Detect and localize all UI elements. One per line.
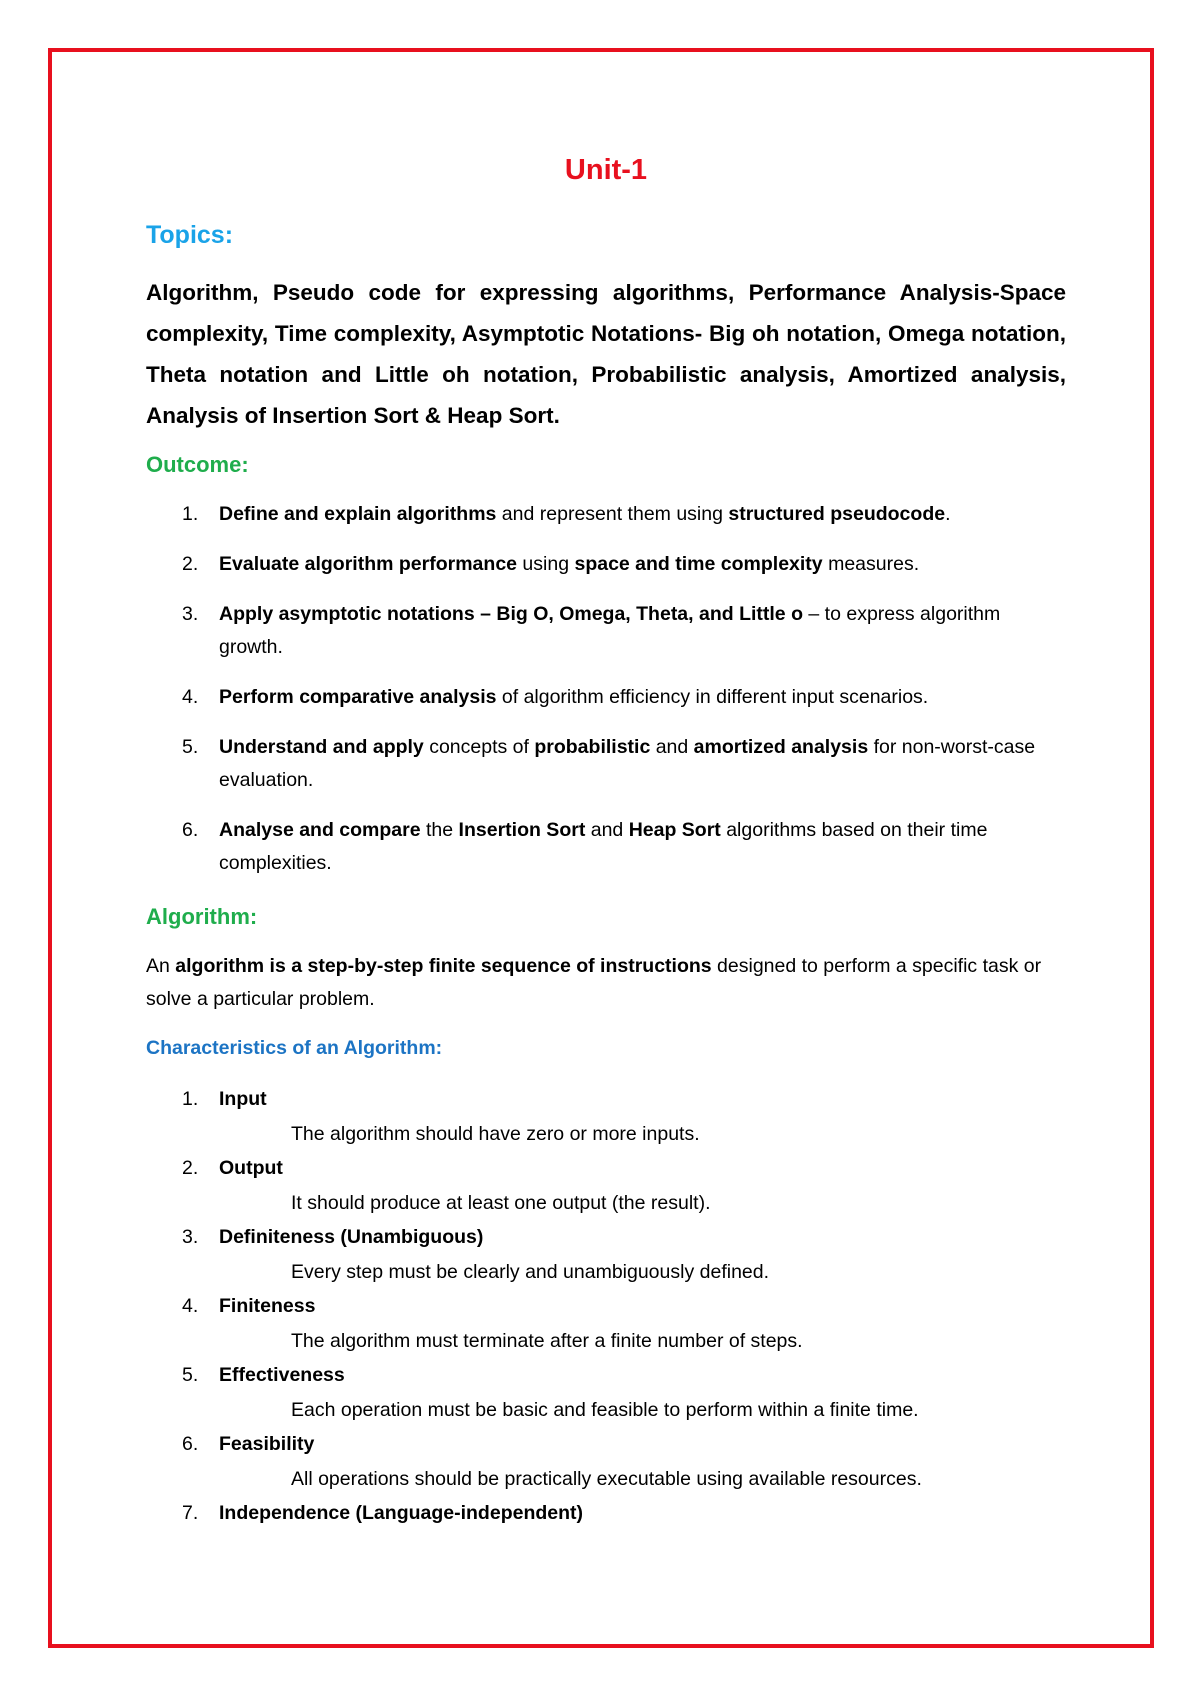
outcome-text: algorithms based on their time complexities. [219,819,988,874]
outcome-text: and [585,819,629,841]
outcome-heading: Outcome: [146,452,249,477]
outcome-text: of algorithm efficiency in different input scenarios. [496,686,929,708]
topics-heading: Topics: [146,221,234,249]
outcome-bold: structured pseudocode [728,503,946,525]
outcome-bold: Analyse and compare [219,819,421,841]
list-number: 2. [182,553,199,575]
characteristic-description: Each operation must be basic and feasible to perform within a finite time. [291,1398,919,1421]
outcome-bold: probabilistic [534,736,651,758]
outcome-bold: Evaluate algorithm performance [219,553,518,575]
characteristics-heading: Characteristics of an Algorithm: [146,1037,443,1059]
characteristic-description: The algorithm must terminate after a finite number of steps. [291,1329,803,1352]
outcome-bold: Define and explain algorithms [219,503,497,525]
outcome-item [146,731,1066,797]
outcome-text: and represent them using [496,503,729,525]
algorithm-definition [146,950,1066,1016]
outcome-bold: Apply asymptotic notations – Big O, Omega, Theta, and Little o [219,603,803,625]
list-number: 1. [182,503,199,525]
outcome-item [146,498,1066,531]
characteristic-item [146,1427,1066,1496]
list-number: 7. [182,1502,199,1524]
outcome-text: measures. [822,553,920,575]
characteristic-name: Feasibility [219,1433,315,1455]
list-number: 5. [182,736,199,758]
characteristic-item [146,1220,1066,1289]
characteristic-name: Effectiveness [219,1364,345,1386]
outcome-item [146,681,1066,714]
characteristic-item [146,1082,1066,1151]
outcome-bold: Insertion Sort [458,819,586,841]
list-number: 4. [182,686,199,708]
outcome-list [146,498,1066,880]
outcome-text: . [945,503,951,525]
document-body [146,150,1066,1531]
characteristic-item [146,1358,1066,1427]
definition-text: An [146,955,176,977]
algorithm-heading: Algorithm: [146,904,258,929]
list-number: 3. [182,1226,199,1248]
characteristic-item [146,1289,1066,1358]
characteristic-name: Output [219,1157,283,1179]
list-number: 6. [182,1433,199,1455]
list-number: 2. [182,1157,199,1179]
outcome-item [146,814,1066,880]
outcome-item [146,598,1066,664]
outcome-item [146,548,1066,581]
outcome-bold: Perform comparative analysis [219,686,497,708]
characteristic-description: Every step must be clearly and unambiguously defined. [291,1260,770,1283]
page-title: Unit-1 [564,154,648,186]
list-number: 4. [182,1295,199,1317]
characteristics-list [146,1082,1066,1531]
characteristic-name: Input [219,1088,267,1110]
outcome-text: for non-worst-case evaluation. [219,736,1036,791]
definition-bold: algorithm is a step-by-step finite sequence of instructions [175,955,712,977]
list-number: 5. [182,1364,199,1386]
outcome-text: and [650,736,694,758]
characteristic-description: The algorithm should have zero or more inputs. [291,1122,700,1145]
outcome-text: the [420,819,459,841]
outcome-bold: Heap Sort [628,819,721,841]
outcome-bold: Understand and apply [219,736,424,758]
outcome-text: – to express algorithm growth. [219,603,1001,658]
characteristic-name: Finiteness [219,1295,316,1317]
characteristic-name: Definiteness (Unambiguous) [219,1226,484,1248]
topics-text: Algorithm, Pseudo code for expressing algorithms, Performance Analysis-Space complexity, Time complexity, Asymptotic Notations- Big oh notation, Omega notation, Theta notation and Little oh notation, Probabilistic analysis, Amortized analysis, Analysis of Insertion Sort & Heap Sort. [146,280,1066,428]
outcome-bold: amortized analysis [693,736,869,758]
characteristic-name: Independence (Language-independent) [219,1502,584,1524]
list-number: 3. [182,603,199,625]
list-number: 6. [182,819,199,841]
list-number: 1. [182,1088,199,1110]
characteristic-item [146,1151,1066,1220]
characteristic-description: It should produce at least one output (the result). [291,1191,711,1214]
characteristic-item [146,1496,1066,1531]
definition-text: designed to perform a specific task or solve a particular problem. [146,955,1042,1010]
outcome-text: concepts of [423,736,535,758]
outcome-text: using [517,553,575,575]
outcome-bold: space and time complexity [574,553,823,575]
characteristic-description: All operations should be practically executable using available resources. [291,1467,922,1490]
